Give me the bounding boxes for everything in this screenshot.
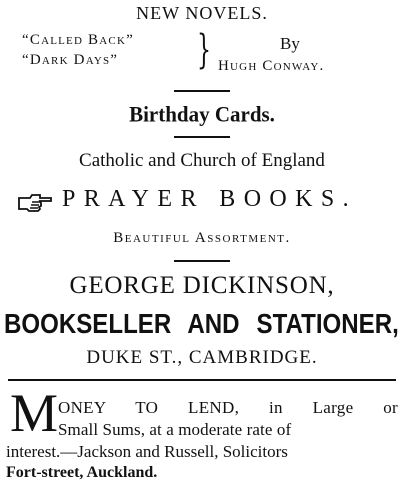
section-rule [8, 379, 396, 381]
loan-text-line: ONEY TO LEND, in Large or [58, 398, 398, 417]
by-label: By [280, 34, 300, 53]
brace-icon: } [197, 27, 211, 73]
prayer-books-heading: PRAYER BOOKS. [62, 186, 358, 212]
divider-rule [174, 136, 230, 138]
author-name: Hugh Conway. [218, 58, 325, 74]
denomination-line: Catholic and Church of England [79, 150, 325, 171]
pointing-hand-icon [18, 192, 52, 212]
new-novels-heading: NEW NOVELS. [136, 3, 268, 23]
divider-rule [174, 260, 230, 262]
dropcap-letter: M [10, 383, 59, 443]
dealer-name: GEORGE DICKINSON, [69, 272, 335, 299]
assortment-subheading: Beautiful Assortment. [113, 230, 291, 246]
loan-address-line: Fort-street, Auckland. [6, 464, 158, 481]
divider-rule [174, 90, 230, 92]
birthday-cards-heading: Birthday Cards. [129, 101, 275, 127]
loan-text-line: Small Sums, at a moderate rate of [58, 420, 292, 439]
dealer-address: DUKE ST., CAMBRIDGE. [86, 347, 318, 368]
novel-title-dark-days: “Dark Days” [22, 52, 119, 68]
loan-text-line: interest.—Jackson and Russell, Solicitors [6, 442, 288, 461]
novel-title-called-back: “Called Back” [22, 32, 134, 48]
dealer-trade: BOOKSELLER AND STATIONER, [4, 308, 399, 339]
